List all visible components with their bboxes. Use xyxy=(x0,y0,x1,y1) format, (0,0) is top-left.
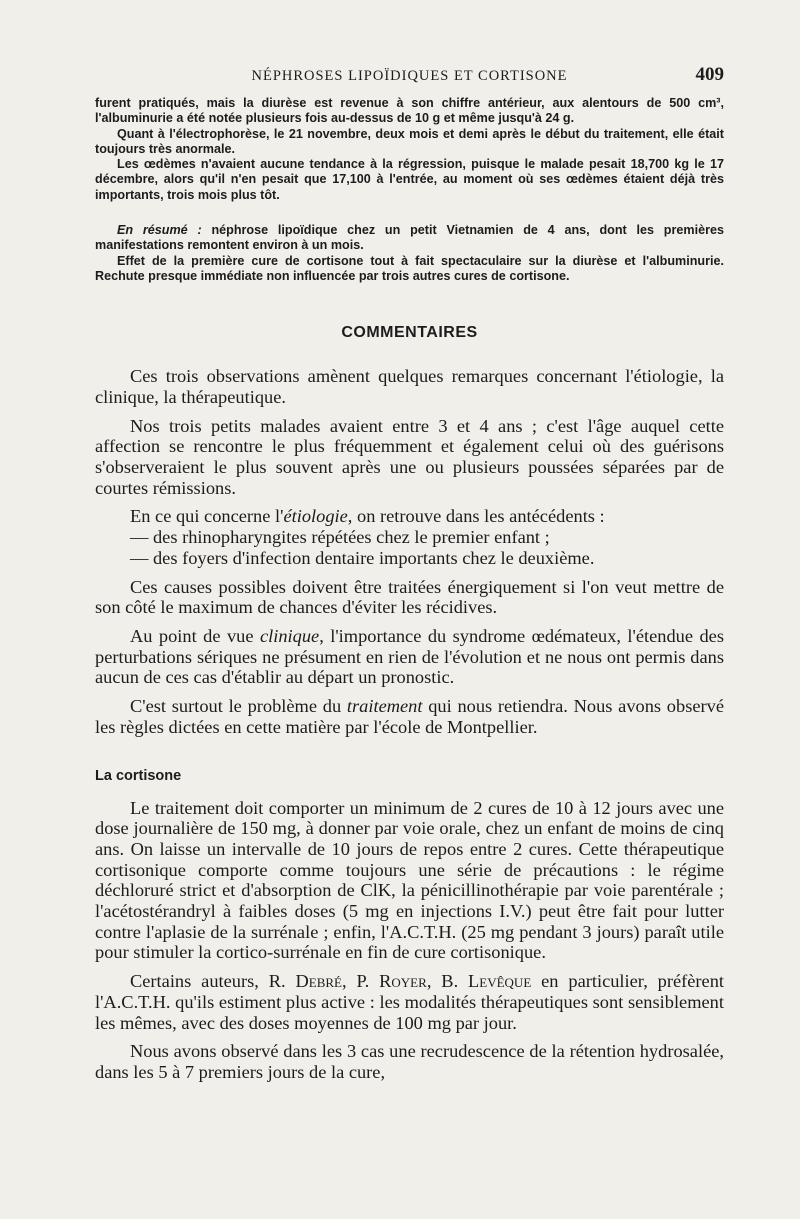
case-paragraph: Les œdèmes n'avaient aucune tendance à la régression, puisque le malade pesait 18,700 kg le 17 décembre, alors qu'il n'en pesait que 17,100 à l'entrée, au moment où ses œdèmes étaient déjà très importants, trois mois plus tôt. xyxy=(95,157,724,202)
author-name: B. Levêque xyxy=(441,971,532,992)
case-summary xyxy=(95,223,724,284)
emphasis: étiologie xyxy=(283,506,348,527)
body-paragraph xyxy=(95,626,724,688)
summary-lead: En résumé : xyxy=(117,223,202,238)
body-paragraph xyxy=(95,696,724,737)
body-paragraph: Nous avons observé dans les 3 cas une recrudescence de la rétention hydrosalée, dans les 5 à 7 premiers jours de la cure, xyxy=(95,1041,724,1082)
commentaires-section xyxy=(95,366,724,737)
emphasis: clinique xyxy=(259,626,320,646)
page-number: 409 xyxy=(695,64,724,85)
section-title: COMMENTAIRES xyxy=(341,324,478,342)
text-run: Certains auteurs, xyxy=(130,971,269,992)
case-paragraph: Quant à l'électrophorèse, le 21 novembre, deux mois et demi après le début du traitement, elle était toujours très anormale. xyxy=(95,126,724,156)
running-header xyxy=(95,62,724,96)
text-run: , l'importance du syndrome œdémateux, l'étendue des perturbations sériques ne présument en rien de l'évolution et ne nous ont permis dans aucun de ces cas d'établir au départ un pronostic. xyxy=(95,626,724,688)
text-run: qui nous retiendra. Nous avons observé les règles dictées en cette matière par l'école de Montpellier. xyxy=(95,696,725,737)
text-run: , xyxy=(426,971,442,992)
text-run: Au point de vue xyxy=(130,626,260,646)
summary-paragraph: Effet de la première cure de cortisone tout à fait spectaculaire sur la diurèse et l'albuminurie. Rechute presque immédiate non influencée par trois autres cures de cortisone. xyxy=(95,253,724,283)
case-report-end xyxy=(95,96,724,203)
list-item: — des foyers d'infection dentaire importants chez le deuxième. xyxy=(130,547,595,568)
text-run: , xyxy=(342,971,357,992)
body-paragraph: Le traitement doit comporter un minimum de 2 cures de 10 à 12 jours avec une dose journalière de 150 mg, à donner par voie orale, chez un enfant de moins de cinq ans. On laisse un intervalle de 10 jours de repos entre 2 cures. Cette thérapeutique cortisonique comporte comme toujours une série de précautions : le régime déchloruré strict et d'absorption de ClK, la pénicillinothérapie par voie parentérale ; l'acétostérandryl à faibles doses (5 mg en injections I.V.) peut être fait pour lutter contre l'aplasie de la surrénale ; enfin, l'A.C.T.H. (25 mg pendant 3 jours) paraît utile pour stimuler la cortico-surrénale en fin de cure cortisonique. xyxy=(95,797,724,963)
author-name: R. Debré xyxy=(268,971,342,992)
case-paragraph: furent pratiqués, mais la diurèse est revenue à son chiffre antérieur, aux alentours de 500 cm³, l'albuminurie a été notée plusieurs fois au-dessus de 10 g et même jusqu'à 24 g. xyxy=(95,96,724,126)
body-paragraph: Nos trois petits malades avaient entre 3 et 4 ans ; c'est l'âge auquel cette affection se rencontre le plus fréquemment et également celui où des guérisons s'observeraient le plus souvent après une ou plusieurs poussées séparées par de courtes rémissions. xyxy=(95,415,724,498)
body-paragraph xyxy=(95,971,724,1033)
summary-paragraph xyxy=(95,223,724,254)
list-item: — des rhinopharyngites répétées chez le premier enfant ; xyxy=(130,527,550,548)
body-paragraph: Ces causes possibles doivent être traitées énergiquement si l'on veut mettre de son côté le maximum de chances d'éviter les récidives. xyxy=(95,576,724,618)
author-name: P. Royer xyxy=(356,971,427,992)
body-paragraph: Ces trois observations amènent quelques remarques concernant l'étiologie, la clinique, la thérapeutique. xyxy=(95,366,724,407)
body-paragraph xyxy=(95,506,724,527)
cortisone-section xyxy=(95,798,724,1083)
subsection-title: La cortisone xyxy=(95,767,182,784)
summary-text: néphrose lipoïdique chez un petit Vietnamien de 4 ans, dont les premières manifestations remontent environ à un mois. xyxy=(95,223,724,253)
running-title: NÉPHROSES LIPOÏDIQUES ET CORTISONE xyxy=(251,68,568,84)
text-run: , on retrouve dans les antécédents : xyxy=(347,506,605,527)
text-run: en particulier, préfèrent l'A.C.T.H. qu'ils estiment plus active : les modalités thérapeutiques sont sensiblement les mêmes, avec des doses moyennes de 100 mg par jour. xyxy=(95,971,725,1033)
text-run: En ce qui concerne l' xyxy=(130,506,284,527)
text-run: C'est surtout le problème du xyxy=(130,696,347,717)
emphasis: traitement xyxy=(346,696,423,717)
